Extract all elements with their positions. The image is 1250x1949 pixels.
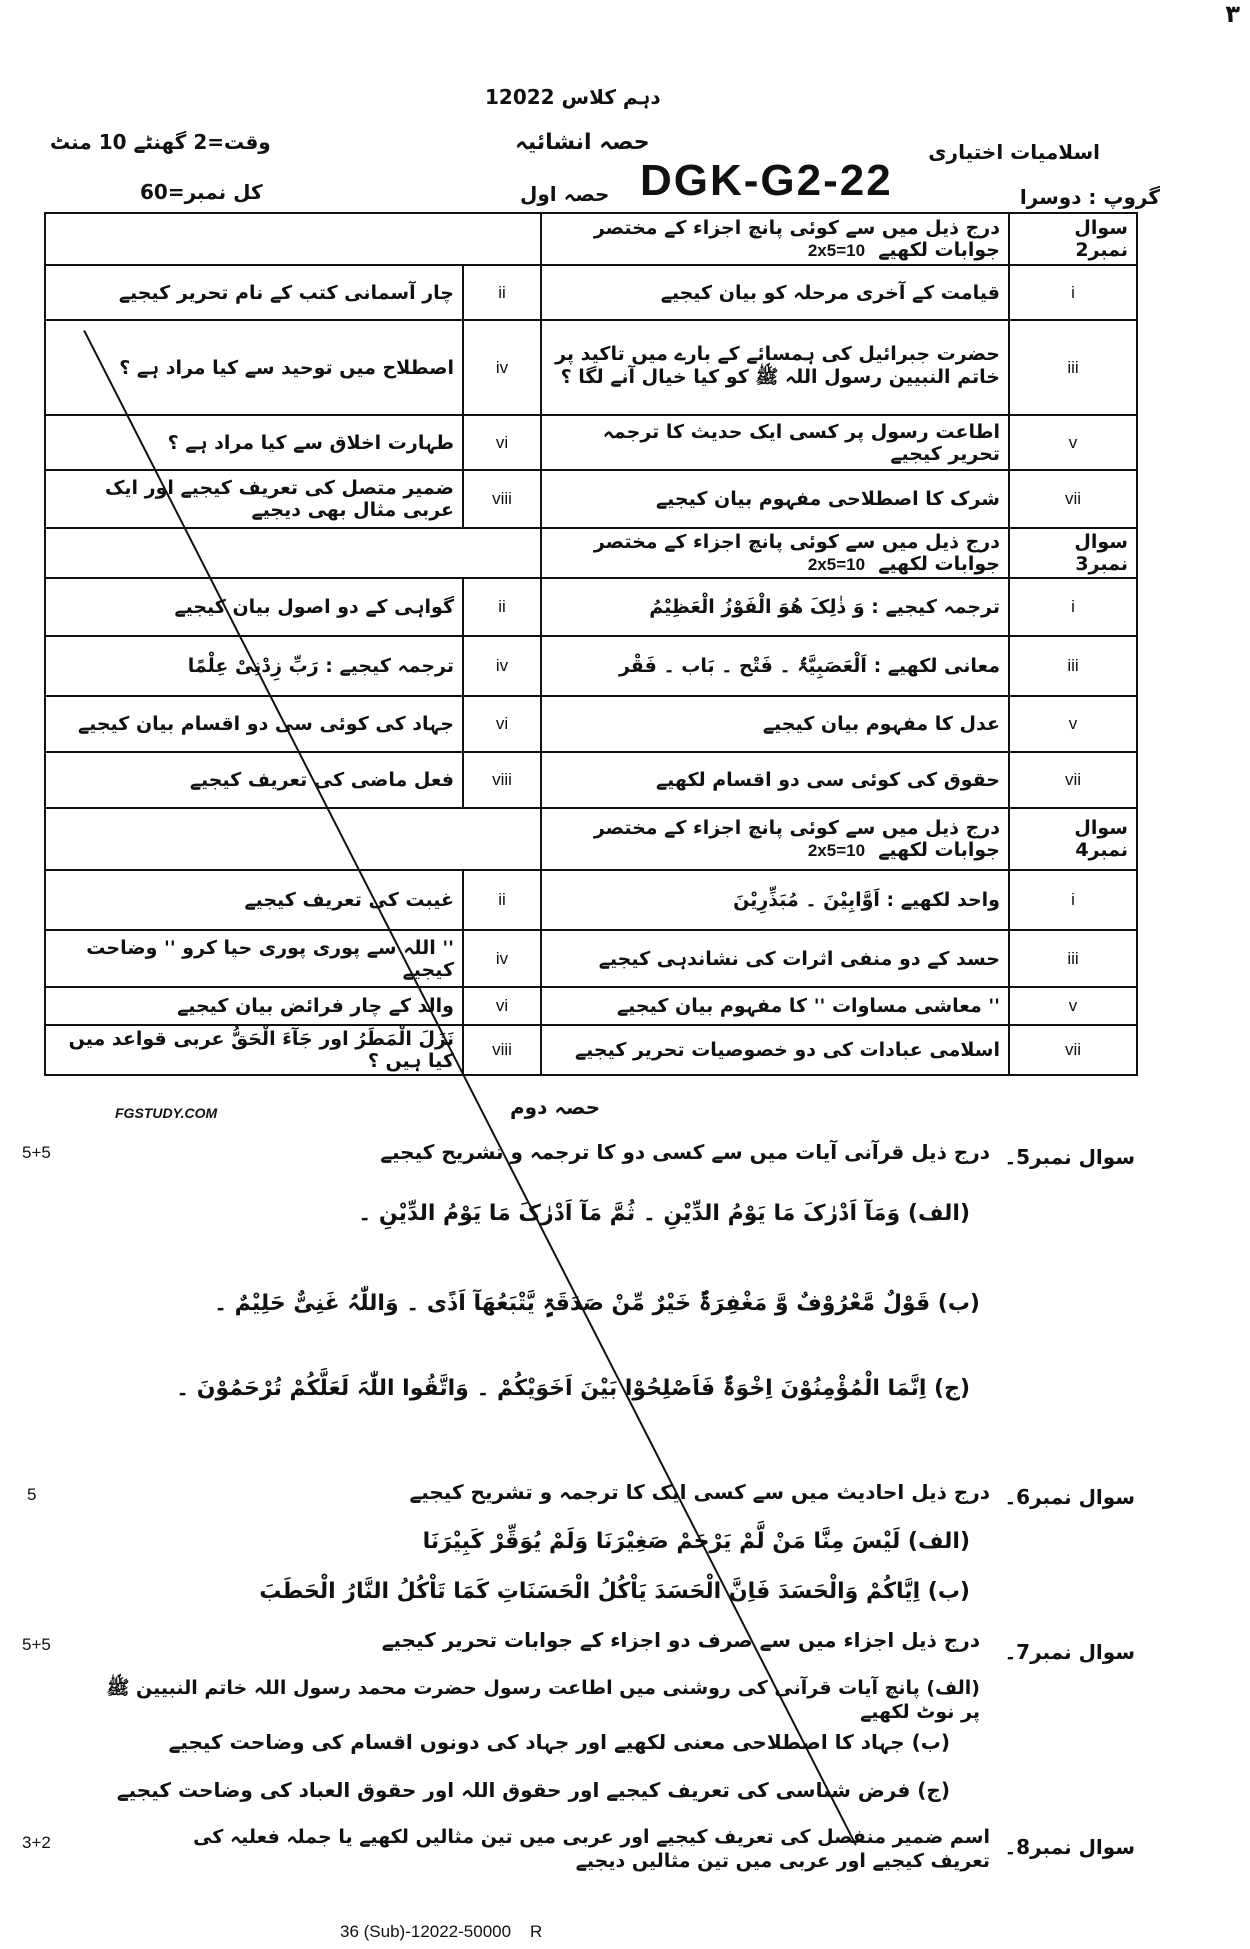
question-text: '' اللہ سے پوری پوری حیا کرو '' وضاحت کیجیے (45, 930, 463, 987)
question-number: i (1009, 870, 1137, 930)
q3-instruction (541, 528, 1009, 578)
q5-verse-a: (الف) وَمَآ اَدْرٰکَ مَا یَوْمُ الدِّیْنِ ۔ ثُمَّ مَآ اَدْرٰکَ مَا یَوْمُ الدِّیْنِ ۔ (358, 1201, 970, 1226)
question-text: قیامت کے آخری مرحلہ کو بیان کیجیے (541, 265, 1009, 320)
question-number: ii (463, 265, 541, 320)
table-row (45, 578, 1137, 636)
section-title: حصہ انشائیہ (515, 130, 650, 155)
question-number: i (1009, 578, 1137, 636)
question-number: iv (463, 320, 541, 415)
part-two-title: حصہ دوم (510, 1095, 601, 1119)
question-text: ترجمہ کیجیے : وَ ذٰلِکَ ھُوَ الْفَوْزُ الْعَظِیْمُ (541, 578, 1009, 636)
q3-header-row (45, 528, 1137, 578)
question-text: گواہی کے دو اصول بیان کیجیے (45, 578, 463, 636)
time-allowed: وقت=2 گھنٹے 10 منٹ (50, 130, 271, 154)
question-number: vi (463, 987, 541, 1025)
q6-hadith-b: (ب) اِیَّاکُمْ وَالْحَسَدَ فَاِنَّ الْحَسَدَ یَاْکُلُ الْحَسَنَاتِ کَمَا تَاْکُلُ النَّارُ الْحَطَبَ (259, 1579, 970, 1604)
question-text: معانی لکھیے : اَلْعَصَبِیَّۃُ ۔ فَتْح ۔ بَاب ۔ فَقْر (541, 636, 1009, 696)
paper-code-footer: 36 (Sub)-12022-50000 R (340, 1922, 543, 1941)
question-text: عدل کا مفہوم بیان کیجیے (541, 696, 1009, 752)
question-number: iii (1009, 930, 1137, 987)
instruction-text: درج ذیل میں سے کوئی پانچ اجزاء کے مختصر جوابات لکھیے (593, 817, 1000, 861)
q7-part-c: (ج) فرض شناسی کی تعریف کیجیے اور حقوق اللہ اور حقوق العباد کی وضاحت کیجیے (116, 1778, 950, 1802)
q3-marks: 2x5=10 (807, 555, 866, 574)
table-row (45, 636, 1137, 696)
question-number: i (1009, 265, 1137, 320)
q4-instruction (541, 808, 1009, 870)
question-number: vii (1009, 752, 1137, 808)
q4-marks: 2x5=10 (807, 841, 866, 860)
question-text: والد کے چار فرائض بیان کیجیے (45, 987, 463, 1025)
question-number: vi (463, 415, 541, 470)
part-one-label: حصہ اول (520, 182, 610, 206)
table-row (45, 930, 1137, 987)
question-number: iv (463, 930, 541, 987)
blank-cell (45, 528, 541, 578)
question-number: iii (1009, 320, 1137, 415)
question-number: viii (463, 470, 541, 528)
question-text: جہاد کی کوئی سی دو اقسام بیان کیجیے (45, 696, 463, 752)
question-text: طہارت اخلاق سے کیا مراد ہے ؟ (45, 415, 463, 470)
instruction-text: درج ذیل میں سے کوئی پانچ اجزاء کے مختصر جوابات لکھیے (593, 531, 1000, 575)
page-number: ۳ (1225, 0, 1240, 28)
table-row (45, 752, 1137, 808)
q4-header-row (45, 808, 1137, 870)
q5-label: سوال نمبر5۔ (1004, 1145, 1135, 1169)
q8-marks: 3+2 (22, 1833, 51, 1852)
table-row (45, 265, 1137, 320)
q2-marks: 2x5=10 (807, 241, 866, 260)
q6-label: سوال نمبر6۔ (1004, 1485, 1135, 1509)
q7-marks: 5+5 (22, 1635, 51, 1654)
q7-instruction: درج ذیل اجزاء میں سے صرف دو اجزاء کے جوابات تحریر کیجیے (381, 1628, 980, 1652)
question-number: v (1009, 696, 1137, 752)
q6-marks: 5 (27, 1485, 37, 1504)
table-row (45, 1025, 1137, 1075)
question-number: iii (1009, 636, 1137, 696)
instruction-text: درج ذیل میں سے کوئی پانچ اجزاء کے مختصر جوابات لکھیے (593, 217, 1000, 261)
question-number: vii (1009, 470, 1137, 528)
question-number: ii (463, 870, 541, 930)
total-marks: کل نمبر=60 (140, 180, 263, 204)
question-text: حضرت جبرائیل کی ہمسائے کے بارے میں تاکید پر خاتم النبیین رسول اللہ ﷺ کو کیا خیال آنے لگا ؟ (541, 320, 1009, 415)
q7-part-a: (الف) پانچ آیات قرآنی کی روشنی میں اطاعت رسول حضرت محمد رسول اللہ خاتم النبیین ﷺ پر نوٹ لکھیے (106, 1677, 980, 1723)
class-year: دہم کلاس 12022 (485, 85, 661, 109)
q5-instruction: درج ذیل قرآنی آیات میں سے کسی دو کا ترجمہ و تشریح کیجیے (380, 1140, 990, 1164)
question-text: اسلامی عبادات کی دو خصوصیات تحریر کیجیے (541, 1025, 1009, 1075)
q6-instruction: درج ذیل احادیث میں سے کسی ایک کا ترجمہ و تشریح کیجیے (409, 1480, 990, 1504)
q7-label: سوال نمبر7۔ (1004, 1640, 1135, 1664)
q7-part-b: (ب) جہاد کا اصطلاحی معنی لکھیے اور جہاد کی دونوں اقسام کی وضاحت کیجیے (168, 1730, 950, 1754)
table-row (45, 470, 1137, 528)
table-row (45, 320, 1137, 415)
question-number: viii (463, 1025, 541, 1075)
question-number: iv (463, 636, 541, 696)
question-text: '' معاشی مساوات '' کا مفہوم بیان کیجیے (541, 987, 1009, 1025)
table-row (45, 987, 1137, 1025)
question-text: چار آسمانی کتب کے نام تحریر کیجیے (45, 265, 463, 320)
q2-instruction (541, 213, 1009, 265)
question-number: vii (1009, 1025, 1137, 1075)
watermark: FGSTUDY.COM (115, 1105, 218, 1121)
short-questions-table (44, 212, 1138, 1076)
question-text: شرک کا اصطلاحی مفہوم بیان کیجیے (541, 470, 1009, 528)
q5-verse-b: (ب) قَوْلٌ مَّعْرُوْفٌ وَّ مَغْفِرَۃٌ خَیْرٌ مِّنْ صَدَقَۃٍ یَّتْبَعُھَآ اَذًی ۔ وَاللّٰہُ غَنِیٌّ حَلِیْمٌ ۔ (214, 1291, 980, 1316)
q6-hadith-a: (الف) لَیْسَ مِنَّا مَنْ لَّمْ یَرْحَمْ صَغِیْرَنَا وَلَمْ یُوَقِّرْ کَبِیْرَنَا (422, 1529, 970, 1554)
question-text: اطاعت رسول پر کسی ایک حدیث کا ترجمہ تحریر کیجیے (541, 415, 1009, 470)
blank-cell (45, 213, 541, 265)
table-row (45, 415, 1137, 470)
question-text: ترجمہ کیجیے : رَبِّ زِدْنِیْ عِلْمًا (45, 636, 463, 696)
question-text: واحد لکھیے : اَوَّابِیْنَ ۔ مُبَذِّرِیْنَ (541, 870, 1009, 930)
question-text: حسد کے دو منفی اثرات کی نشاندہی کیجیے (541, 930, 1009, 987)
question-number: ii (463, 578, 541, 636)
q5-verse-c: (ج) اِنَّمَا الْمُؤْمِنُوْنَ اِخْوَۃٌ فَاَصْلِحُوْا بَیْنَ اَخَوَیْکُمْ ۔ وَاتَّقُوا اللّٰہَ لَعَلَّکُمْ تُرْحَمُوْنَ ۔ (176, 1376, 970, 1401)
q4-label: سوال نمبر4 (1009, 808, 1137, 870)
blank-cell (45, 808, 541, 870)
q2-label: سوال نمبر2 (1009, 213, 1137, 265)
table-row (45, 696, 1137, 752)
question-text: غیبت کی تعریف کیجیے (45, 870, 463, 930)
question-text: حقوق کی کوئی سی دو اقسام لکھیے (541, 752, 1009, 808)
question-text: ضمیر متصل کی تعریف کیجیے اور ایک عربی مثال بھی دیجیے (45, 470, 463, 528)
question-number: v (1009, 415, 1137, 470)
question-number: viii (463, 752, 541, 808)
group-label: گروپ : دوسرا (1019, 185, 1160, 209)
table-row (45, 870, 1137, 930)
q3-label: سوال نمبر3 (1009, 528, 1137, 578)
question-text: فعل ماضی کی تعریف کیجیے (45, 752, 463, 808)
q8-label: سوال نمبر8۔ (1004, 1835, 1135, 1859)
question-number: v (1009, 987, 1137, 1025)
question-text: اصطلاح میں توحید سے کیا مراد ہے ؟ (45, 320, 463, 415)
q2-header-row (45, 213, 1137, 265)
question-number: vi (463, 696, 541, 752)
subject-title: اسلامیات اختیاری (928, 140, 1100, 164)
q8-text: اسم ضمیر منفصل کی تعریف کیجیے اور عربی میں تین مثالیں لکھیے یا جملہ فعلیہ کی تعریف کیجیے اور عربی میں تین مثالیں دیجیے (193, 1826, 990, 1872)
q5-marks: 5+5 (22, 1143, 51, 1162)
handwritten-code: DGK-G2-22 (640, 156, 893, 205)
question-text: نَزَلَ الْمَطَرُ اور جَآءَ الْحَقُّ عربی قواعد میں کیا ہیں ؟ (45, 1025, 463, 1075)
